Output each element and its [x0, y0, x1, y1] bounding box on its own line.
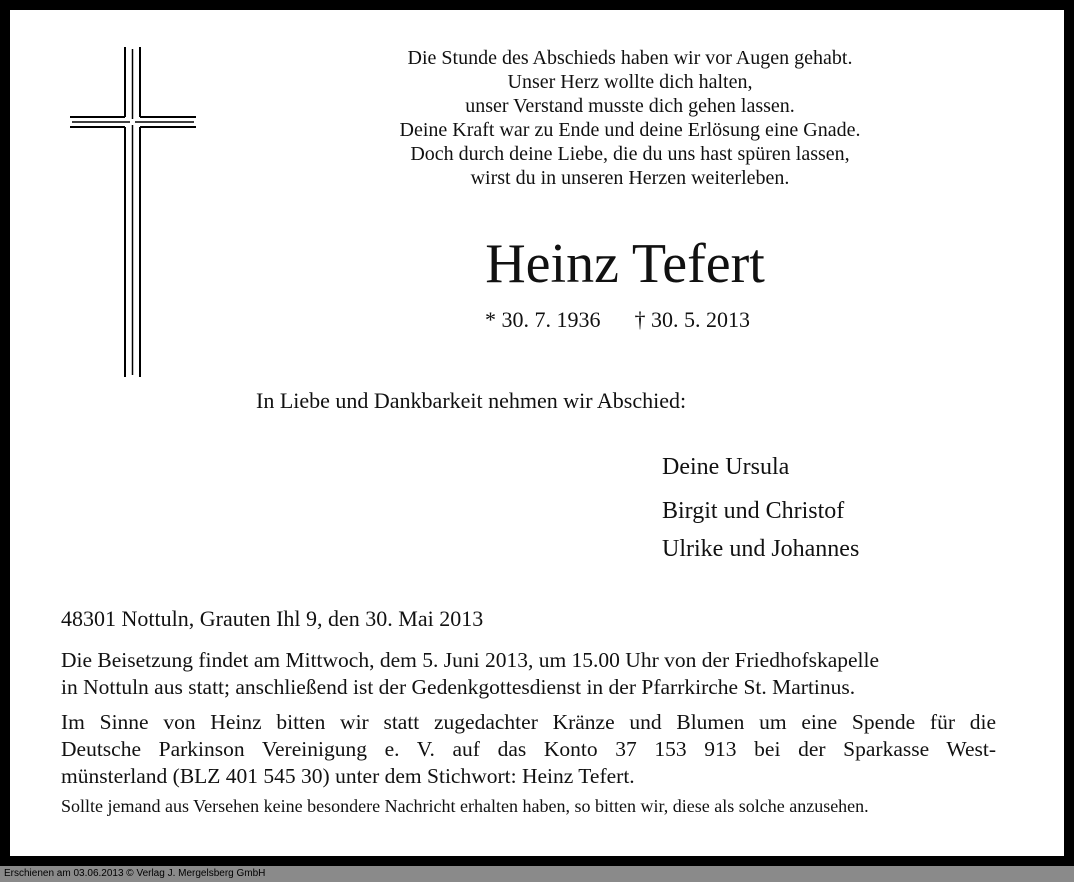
verse-line: Die Stunde des Abschieds haben wir vor Augen gehabt.	[407, 47, 853, 69]
publication-footer	[0, 866, 1074, 882]
donation-line: Deutsche Parkinson Vereinigung e. V. auf das Konto 37 153 913 bei der Sparkasse West-	[61, 737, 996, 761]
donation-request	[61, 709, 996, 790]
deceased-name: Heinz Tefert	[485, 233, 765, 295]
life-dates	[485, 306, 750, 334]
verse-line: Unser Herz wollte dich halten,	[507, 71, 753, 93]
verse-line: unser Verstand musste dich gehen lassen.	[465, 95, 795, 117]
verse-line: Doch durch deine Liebe, die du uns hast spüren lassen,	[410, 143, 850, 165]
verse-line: Deine Kraft war zu Ende und deine Erlösung eine Gnade.	[399, 119, 861, 141]
place-and-date: 48301 Nottuln, Grauten Ihl 9, den 30. Mai 2013	[61, 606, 484, 631]
mourner: Birgit und Christof	[662, 498, 845, 524]
cross-icon	[70, 47, 196, 377]
funeral-line: Die Beisetzung findet am Mittwoch, dem 5. Juni 2013, um 15.00 Uhr von der Friedhofskapelle	[61, 648, 880, 672]
donation-line: münsterland (BLZ 401 545 30) unter dem Stichwort: Heinz Tefert.	[61, 764, 635, 788]
footer-text: Erschienen am 03.06.2013 © Verlag J. Mergelsberg GmbH	[4, 868, 266, 879]
mourner: Deine Ursula	[662, 454, 790, 480]
death-date: † 30. 5. 2013	[634, 307, 750, 332]
notification-note: Sollte jemand aus Versehen keine besondere Nachricht erhalten haben, so bitten wir, diese als solche anzusehen.	[61, 796, 869, 816]
mourners-list	[662, 452, 859, 578]
birth-date: * 30. 7. 1936	[485, 307, 601, 332]
funeral-info	[61, 647, 996, 701]
funeral-line: in Nottuln aus statt; anschließend ist der Gedenkgottesdienst in der Pfarrkirche St. Martinus.	[61, 675, 856, 699]
donation-line: Im Sinne von Heinz bitten wir statt zugedachter Kränze und Blumen um eine Spende für die	[61, 710, 996, 734]
verse-line: wirst du in unseren Herzen weiterleben.	[470, 167, 790, 189]
mourner: Ulrike und Johannes	[662, 536, 860, 562]
farewell-intro: In Liebe und Dankbarkeit nehmen wir Abschied:	[256, 388, 687, 413]
memorial-verse	[240, 46, 1020, 190]
